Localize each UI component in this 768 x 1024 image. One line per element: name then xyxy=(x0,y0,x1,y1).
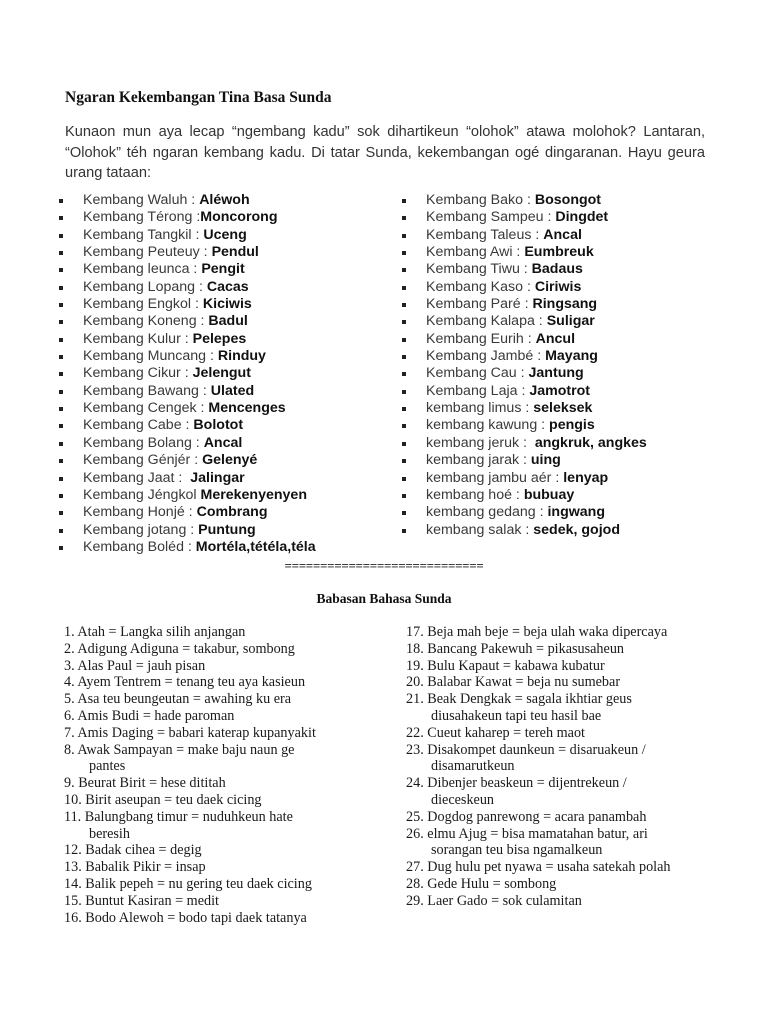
square-bullet-icon xyxy=(402,234,406,238)
square-bullet-icon xyxy=(59,216,63,220)
flower-sundanese-name: bubuay xyxy=(523,486,575,503)
flower-list-item xyxy=(56,487,316,504)
flower-sundanese-name: Jantung xyxy=(528,365,584,382)
babasan-text: 12. Badak cihea = degig xyxy=(64,842,202,859)
flower-sundanese-name: angkruk, angkes xyxy=(534,434,647,451)
flower-plant-name: kembang hoé : xyxy=(426,486,524,503)
flower-list-item xyxy=(399,279,647,296)
flower-list-item xyxy=(399,192,647,209)
flower-sundanese-name: Badul xyxy=(208,313,248,330)
flower-plant-name: Kembang leunca : xyxy=(83,261,202,278)
flower-sundanese-name: Rinduy xyxy=(217,348,266,365)
square-bullet-icon xyxy=(402,529,406,533)
babasan-list-item xyxy=(64,893,394,910)
flower-plant-name: Kembang Honjé : xyxy=(83,504,197,521)
babasan-text: 16. Bodo Alewoh = bodo tapi daek tatanya xyxy=(64,909,307,926)
flower-sundanese-name: Bolotot xyxy=(193,417,244,434)
square-bullet-icon xyxy=(59,390,63,394)
flower-plant-name: Kembang Bako : xyxy=(426,192,535,208)
square-bullet-icon xyxy=(59,355,63,359)
square-bullet-icon xyxy=(402,355,406,359)
babasan-text: 17. Beja mah beje = beja ulah waka dipercaya xyxy=(406,624,668,640)
babasan-text-continuation: pantes xyxy=(89,758,126,775)
square-bullet-icon xyxy=(59,529,63,533)
square-bullet-icon xyxy=(402,442,406,446)
flower-plant-name: Kembang Sampeu : xyxy=(426,209,556,226)
square-bullet-icon xyxy=(402,251,406,255)
flower-list-item xyxy=(56,417,316,434)
flower-list-item xyxy=(399,383,647,400)
flower-list-item xyxy=(56,470,316,487)
flower-sundanese-name: Mencenges xyxy=(208,400,286,417)
flower-list-item xyxy=(56,209,316,226)
babasan-text-continuation: diusahakeun tapi teu hasil bae xyxy=(431,707,602,724)
flower-plant-name: kembang jeruk : xyxy=(426,434,535,451)
babasan-text: 18. Bancang Pakewuh = pikasusaheun xyxy=(406,640,625,657)
babasan-text: 26. elmu Ajug = bisa mamatahan batur, ari xyxy=(406,825,648,842)
babasan-list-item xyxy=(406,859,726,876)
flower-plant-name: kembang jambu aér : xyxy=(426,469,564,486)
flower-sundanese-name: Puntung xyxy=(198,521,256,538)
square-bullet-icon xyxy=(59,372,63,376)
flower-plant-name: Kembang Peuteuy : xyxy=(83,244,212,261)
square-bullet-icon xyxy=(402,390,406,394)
babasan-text: 2. Adigung Adiguna = takabur, sombong xyxy=(64,640,295,657)
flower-list-item xyxy=(56,504,316,521)
flower-list-item xyxy=(399,452,647,469)
flower-sundanese-name: Combrang xyxy=(196,504,268,521)
square-bullet-icon xyxy=(402,320,406,324)
babasan-list-item xyxy=(64,658,394,675)
babasan-list-item xyxy=(406,742,726,776)
babasan-text: 20. Balabar Kawat = beja nu sumebar xyxy=(406,674,621,691)
flower-list-item xyxy=(399,209,647,226)
flower-sundanese-name: Bosongot xyxy=(534,192,602,208)
square-bullet-icon xyxy=(59,268,63,272)
flower-list-item xyxy=(399,227,647,244)
square-bullet-icon xyxy=(402,199,406,203)
flower-sundanese-name: Suligar xyxy=(546,313,595,330)
flower-plant-name: Kembang Kulur : xyxy=(83,330,193,347)
flower-names-list-left xyxy=(56,192,316,556)
flower-sundanese-name: Jamotrot xyxy=(529,382,591,399)
babasan-list-item xyxy=(64,792,394,809)
flower-plant-name: Kembang Muncang : xyxy=(83,348,218,365)
babasan-list-item xyxy=(64,641,394,658)
flower-list-item xyxy=(56,313,316,330)
flower-plant-name: Kembang Cengek : xyxy=(83,400,209,417)
babasan-text: 29. Laer Gado = sok culamitan xyxy=(406,892,582,909)
babasan-list-item xyxy=(406,775,726,809)
flower-sundanese-name: Moncorong xyxy=(200,209,278,226)
flower-plant-name: Kembang Lopang : xyxy=(83,278,207,295)
flower-list-item xyxy=(399,244,647,261)
flower-sundanese-name: Jelengut xyxy=(192,365,251,382)
square-bullet-icon xyxy=(402,216,406,220)
flower-sundanese-name: seleksek xyxy=(533,400,593,417)
babasan-text-continuation: sorangan teu bisa ngamalkeun xyxy=(431,842,603,859)
flower-plant-name: Kembang Jaat : xyxy=(83,469,191,486)
flower-plant-name: Kembang Tangkil : xyxy=(83,226,204,243)
square-bullet-icon xyxy=(59,199,63,203)
babasan-text: 10. Birit aseupan = teu daek cicing xyxy=(64,791,262,808)
babasan-text: 13. Babalik Pikir = insap xyxy=(64,859,206,876)
babasan-text: 9. Beurat Birit = hese dititah xyxy=(64,775,226,792)
square-bullet-icon xyxy=(59,234,63,238)
flower-plant-name: Kembang Bolang : xyxy=(83,434,204,451)
flower-sundanese-name: Ulated xyxy=(210,382,255,399)
babasan-list-item xyxy=(406,641,726,658)
flower-sundanese-name: Merekenyenyen xyxy=(200,486,307,503)
flower-sundanese-name: Pengit xyxy=(201,261,245,278)
document-title: Ngaran Kekembangan Tina Basa Sunda xyxy=(65,89,332,106)
babasan-text: 27. Dug hulu pet nyawa = usaha satekah polah xyxy=(406,859,671,876)
babasan-list-item xyxy=(406,893,726,910)
babasan-list-item xyxy=(64,842,394,859)
babasan-text: 3. Alas Paul = jauh pisan xyxy=(64,657,206,674)
flower-plant-name: Kembang Waluh : xyxy=(83,192,200,208)
flower-list-item xyxy=(56,539,316,556)
flower-sundanese-name: Cacas xyxy=(206,278,249,295)
flower-plant-name: Kembang Cabe : xyxy=(83,417,194,434)
square-bullet-icon xyxy=(402,407,406,411)
flower-list-item xyxy=(399,348,647,365)
flower-sundanese-name: Mortéla,tétéla,téla xyxy=(195,538,316,555)
babasan-list-item xyxy=(64,859,394,876)
flower-sundanese-name: Uceng xyxy=(203,226,247,243)
babasan-list-item xyxy=(406,725,726,742)
flower-list-item xyxy=(399,313,647,330)
flower-plant-name: Kembang Cau : xyxy=(426,365,529,382)
square-bullet-icon xyxy=(59,407,63,411)
flower-sundanese-name: Ancal xyxy=(543,226,582,243)
square-bullet-icon xyxy=(402,303,406,307)
flower-sundanese-name: pengis xyxy=(549,417,595,434)
babasan-text-continuation: beresih xyxy=(89,825,130,842)
square-bullet-icon xyxy=(402,286,406,290)
babasan-text: 21. Beak Dengkak = sagala ikhtiar geus xyxy=(406,691,632,708)
babasan-list-item xyxy=(64,775,394,792)
flower-plant-name: Kembang Taleus : xyxy=(426,226,544,243)
square-bullet-icon xyxy=(59,494,63,498)
flower-sundanese-name: Ancul xyxy=(535,330,576,347)
square-bullet-icon xyxy=(59,511,63,515)
square-bullet-icon xyxy=(59,442,63,446)
flower-plant-name: kembang kawung : xyxy=(426,417,550,434)
babasan-list-item xyxy=(406,658,726,675)
flower-list-item xyxy=(399,435,647,452)
flower-sundanese-name: Pelepes xyxy=(192,330,247,347)
flower-sundanese-name: Badaus xyxy=(531,261,583,278)
flower-sundanese-name: Pendul xyxy=(211,244,259,261)
flower-list-item xyxy=(56,383,316,400)
babasan-list-item xyxy=(64,910,394,927)
babasan-list-item xyxy=(406,691,726,725)
flower-list-item xyxy=(56,522,316,539)
babasan-text: 25. Dogdog panrewong = acara panambah xyxy=(406,808,647,825)
flower-list-item xyxy=(399,331,647,348)
flower-sundanese-name: Ringsang xyxy=(532,296,598,313)
babasan-text: 28. Gede Hulu = sombong xyxy=(406,875,557,892)
flower-list-item xyxy=(56,192,316,209)
babasan-text: 1. Atah = Langka silih anjangan xyxy=(64,624,246,640)
intro-paragraph: Kunaon mun aya lecap “ngembang kadu” sok dihartikeun “olohok” atawa molohok? Lantaran, “Olohok” téh ngaran kembang kadu. Di tatar Sunda, kekembangan ogé dingaranan. Hayu geura urang tataan: xyxy=(65,124,705,181)
square-bullet-icon xyxy=(402,494,406,498)
square-bullet-icon xyxy=(59,286,63,290)
flower-list-item xyxy=(399,504,647,521)
square-bullet-icon xyxy=(402,338,406,342)
babasan-list-item xyxy=(406,809,726,826)
babasan-list-item xyxy=(64,674,394,691)
square-bullet-icon xyxy=(59,303,63,307)
square-bullet-icon xyxy=(402,459,406,463)
flower-plant-name: Kembang Boléd : xyxy=(83,538,196,555)
babasan-text: 6. Amis Budi = hade paroman xyxy=(64,707,235,724)
babasan-text: 22. Cueut kaharep = tereh maot xyxy=(406,724,585,741)
section-separator: ============================ xyxy=(284,558,484,573)
flower-plant-name: Kembang Awi : xyxy=(426,244,525,261)
flower-plant-name: kembang limus : xyxy=(426,400,534,417)
flower-list-item xyxy=(56,296,316,313)
square-bullet-icon xyxy=(59,251,63,255)
flower-list-item xyxy=(56,400,316,417)
babasan-text: 7. Amis Daging = babari katerap kupanyakit xyxy=(64,724,316,741)
flower-sundanese-name: Gelenyé xyxy=(202,452,258,469)
babasan-list-item xyxy=(64,624,394,641)
flower-sundanese-name: ingwang xyxy=(547,504,606,521)
flower-plant-name: kembang jarak : xyxy=(426,452,531,469)
flower-plant-name: Kembang Koneng : xyxy=(83,313,209,330)
babasan-list-item xyxy=(406,674,726,691)
flower-list-item xyxy=(56,365,316,382)
square-bullet-icon xyxy=(402,511,406,515)
flower-plant-name: Kembang Tiwu : xyxy=(426,261,532,278)
flower-plant-name: Kembang Engkol : xyxy=(83,296,203,313)
flower-list-item xyxy=(399,522,647,539)
flower-list-item xyxy=(56,331,316,348)
flower-list-item xyxy=(56,435,316,452)
babasan-list-item xyxy=(64,725,394,742)
square-bullet-icon xyxy=(59,459,63,463)
square-bullet-icon xyxy=(59,477,63,481)
flower-plant-name: Kembang Paré : xyxy=(426,296,533,313)
flower-sundanese-name: uing xyxy=(530,452,561,469)
babasan-list-item xyxy=(406,876,726,893)
flower-sundanese-name: Aléwoh xyxy=(199,192,250,208)
flower-list-item xyxy=(56,244,316,261)
flower-sundanese-name: Dingdet xyxy=(555,209,609,226)
square-bullet-icon xyxy=(59,424,63,428)
babasan-text: 19. Bulu Kapaut = kabawa kubatur xyxy=(406,657,605,674)
flower-plant-name: Kembang Cikur : xyxy=(83,365,193,382)
square-bullet-icon xyxy=(402,424,406,428)
flower-plant-name: Kembang jotang : xyxy=(83,521,199,538)
babasan-list-item xyxy=(64,742,394,776)
flower-sundanese-name: lenyap xyxy=(563,469,609,486)
square-bullet-icon xyxy=(59,546,63,550)
flower-list-item xyxy=(56,279,316,296)
flower-list-item xyxy=(399,365,647,382)
babasan-list-item xyxy=(406,624,726,641)
square-bullet-icon xyxy=(59,338,63,342)
babasan-text: 23. Disakompet daunkeun = disaruakeun / xyxy=(406,741,646,758)
babasan-text: 4. Ayem Tentrem = tenang teu aya kasieun xyxy=(64,674,306,691)
flower-plant-name: Kembang Eurih : xyxy=(426,330,536,347)
flower-list-item xyxy=(399,296,647,313)
flower-list-item xyxy=(399,487,647,504)
babasan-list-item xyxy=(64,809,394,843)
flower-plant-name: Kembang Térong : xyxy=(83,209,201,226)
flower-list-item xyxy=(399,261,647,278)
babasan-list-item xyxy=(406,826,726,860)
flower-list-item xyxy=(399,470,647,487)
babasan-text: 14. Balik pepeh = nu gering teu daek cicing xyxy=(64,875,312,892)
babasan-text-continuation: dieceskeun xyxy=(431,791,495,808)
flower-sundanese-name: Ancal xyxy=(203,434,243,451)
flower-list-item xyxy=(56,348,316,365)
flower-sundanese-name: Kiciwis xyxy=(202,296,252,313)
babasan-text: 8. Awak Sampayan = make baju naun ge xyxy=(64,741,295,758)
babasan-text: 5. Asa teu beungeutan = awahing ku era xyxy=(64,691,292,708)
flower-sundanese-name: Jalingar xyxy=(190,469,245,486)
babasan-text: 24. Dibenjer beaskeun = dijentrekeun / xyxy=(406,775,627,792)
flower-list-item xyxy=(56,452,316,469)
flower-list-item xyxy=(399,417,647,434)
babasan-text: 11. Balungbang timur = nuduhkeun hate xyxy=(64,808,293,825)
flower-list-item xyxy=(56,261,316,278)
flower-plant-name: Kembang Jambé : xyxy=(426,348,546,365)
flower-list-item xyxy=(399,400,647,417)
flower-sundanese-name: Mayang xyxy=(545,348,598,365)
babasan-list-item xyxy=(64,691,394,708)
flower-plant-name: Kembang Bawang : xyxy=(83,382,211,399)
flower-plant-name: Kembang Jéngkol xyxy=(83,486,201,503)
square-bullet-icon xyxy=(59,320,63,324)
flower-plant-name: Kembang Kaso : xyxy=(426,278,535,295)
flower-plant-name: Kembang Laja : xyxy=(426,382,530,399)
flower-plant-name: Kembang Génjér : xyxy=(83,452,203,469)
flower-sundanese-name: Ciriwis xyxy=(534,278,582,295)
babasan-list-item xyxy=(64,708,394,725)
babasan-list-left xyxy=(64,624,394,926)
flower-sundanese-name: Eumbreuk xyxy=(524,244,594,261)
flower-plant-name: kembang gedang : xyxy=(426,504,548,521)
flower-plant-name: kembang salak : xyxy=(426,521,534,538)
square-bullet-icon xyxy=(402,372,406,376)
flower-list-item xyxy=(56,227,316,244)
square-bullet-icon xyxy=(402,268,406,272)
section-title-babasan: Babasan Bahasa Sunda xyxy=(316,591,452,606)
babasan-list-right xyxy=(406,624,726,910)
flower-plant-name: Kembang Kalapa : xyxy=(426,313,547,330)
babasan-text: 15. Buntut Kasiran = medit xyxy=(64,892,219,909)
babasan-text-continuation: disamarutkeun xyxy=(431,758,515,775)
babasan-list-item xyxy=(64,876,394,893)
square-bullet-icon xyxy=(402,477,406,481)
flower-names-list-right xyxy=(399,192,647,539)
flower-sundanese-name: sedek, gojod xyxy=(533,521,620,538)
